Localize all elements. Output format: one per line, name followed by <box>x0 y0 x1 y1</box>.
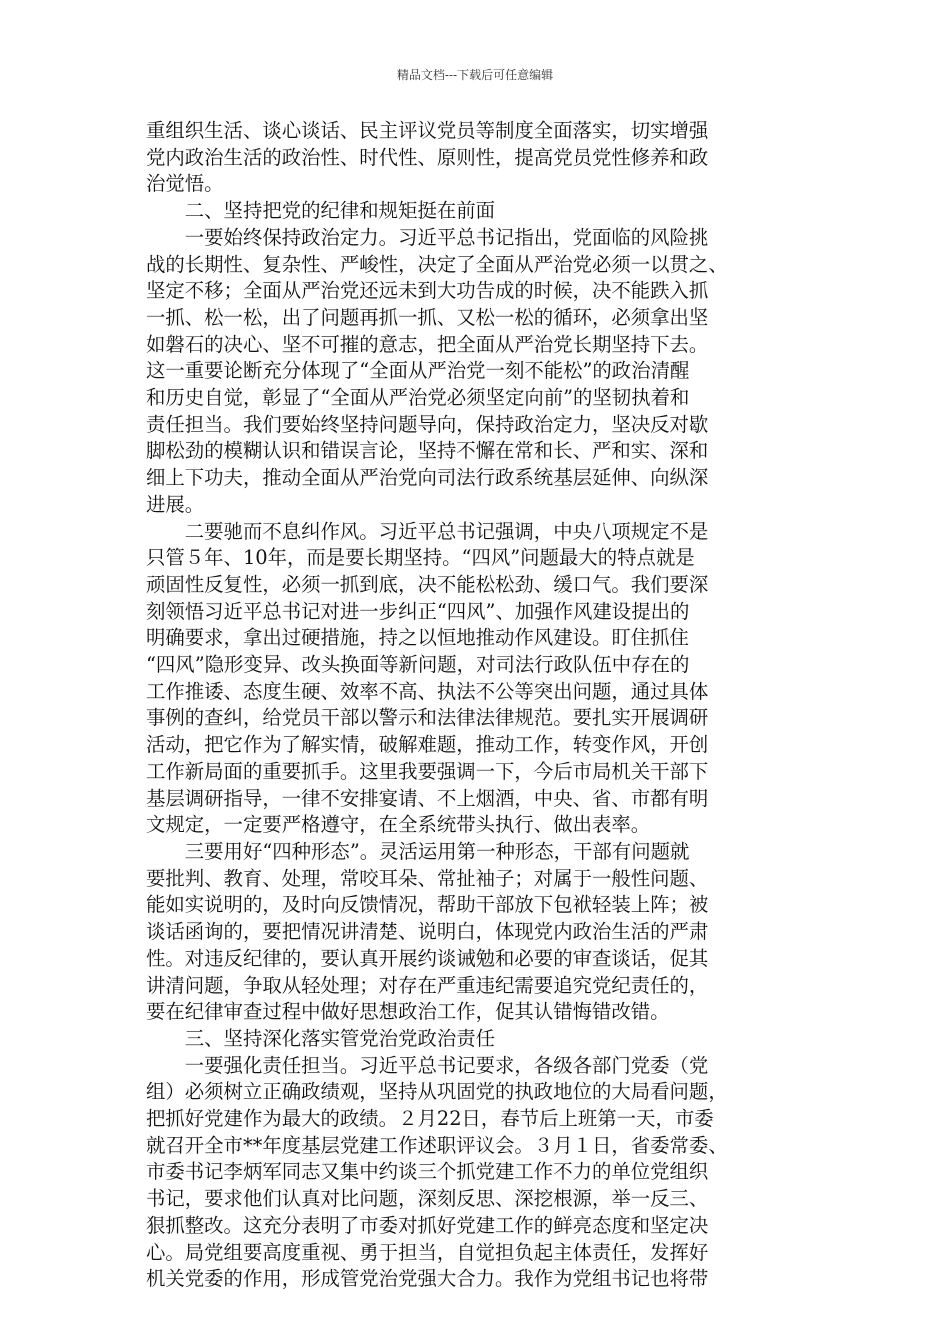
body-text-line: 要在纪律审查过程中做好思想政治工作，促其认错悔错改错。 <box>146 1000 670 1024</box>
body-text-line: 讲清问题，争取从轻处理；对存在严重违纪需要追究党纪责任的， <box>146 973 709 997</box>
body-text-line: 心。局党组要高度重视、勇于担当，自觉担负起主体责任，发挥好 <box>146 1240 709 1264</box>
body-text-line: 机关党委的作用，形成管党治党强大合力。我作为党组书记也将带 <box>146 1267 709 1291</box>
body-text-line: 市委书记李炳军同志又集中约谈三个抓党建工作不力的单位党组织 <box>146 1160 709 1184</box>
body-text-line: 谈话函询的，要把情况讲清楚、说明白，体现党内政治生活的严肃 <box>146 920 709 944</box>
body-text-line: 责任担当。我们要始终坚持问题导向，保持政治定力，坚决反对歇 <box>146 412 709 436</box>
body-text-line: 组）必须树立正确政绩观，坚持从巩固党的执政地位的大局看问题， <box>146 1080 728 1104</box>
body-text-line: 党内政治生活的政治性、时代性、原则性，提高党员党性修养和政 <box>146 145 709 169</box>
body-text-line: 二、坚持把党的纪律和规矩挺在前面 <box>146 199 496 223</box>
body-text-line: 一抓、松一松，出了问题再抓一抓、又松一松的循环，必须拿出坚 <box>146 305 709 329</box>
body-text-line: 重组织生活、谈心谈话、民主评议党员等制度全面落实，切实增强 <box>146 119 709 142</box>
body-text-line: 狠抓整改。这充分表明了市委对抓好党建工作的鲜亮态度和坚定决 <box>146 1213 709 1237</box>
body-text-line: 治觉悟。 <box>146 172 224 196</box>
body-text-line: 只管５年、10年，而是要长期坚持。“四风”问题最大的特点就是 <box>146 546 695 570</box>
body-text-line: 这一重要论断充分体现了“全面从严治党一刻不能松”的政治清醒 <box>146 359 690 383</box>
page-header: 精品文档---下载后可任意编辑 <box>396 68 554 82</box>
body-text-line: 事例的查纠，给党员干部以警示和法律法律规范。要扎实开展调研 <box>146 706 709 730</box>
body-text-line: 一要始终保持政治定力。习近平总书记指出，党面临的风险挑 <box>146 225 709 249</box>
body-text-line: 刻领悟习近平总书记对进一步纠正“四风”、加强作风建设提出的 <box>146 599 690 623</box>
body-text-line: 文规定，一定要严格遵守，在全系统带头执行、做出表率。 <box>146 813 651 837</box>
body-text-line: 三要用好“四种形态”。灵活运用第一种形态，干部有问题就 <box>146 839 690 863</box>
body-text-line: 顽固性反复性，必须一抓到底，决不能松松劲、缓口气。我们要深 <box>146 572 709 596</box>
body-text-line: 能如实说明的，及时向反馈情况，帮助干部放下包袱轻装上阵；被 <box>146 893 709 917</box>
body-text-line: 把抓好党建作为最大的政绩。２月22日，春节后上班第一天，市委 <box>146 1107 714 1131</box>
body-text-line: 细上下功夫，推动全面从严治党向司法行政系统基层延伸、向纵深 <box>146 466 709 490</box>
body-text-line: 二要驰而不息纠作风。习近平总书记强调，中央八项规定不是 <box>146 519 709 543</box>
body-text-line: 战的长期性、复杂性、严峻性，决定了全面从严治党必须一以贯之、 <box>146 252 728 276</box>
body-text-line: “四风”隐形变异、改头换面等新问题，对司法行政队伍中存在的 <box>146 653 690 677</box>
body-text-line: 书记，要求他们认真对比问题，深刻反思、深挖根源，举一反三、 <box>146 1187 709 1211</box>
body-text-line: 坚定不移；全面从严治党还远未到大功告成的时候，决不能跌入抓 <box>146 279 709 303</box>
body-text-line: 一要强化责任担当。习近平总书记要求，各级各部门党委（党 <box>146 1053 709 1077</box>
body-text-line: 性。对违反纪律的，要认真开展约谈诫勉和必要的审查谈话，促其 <box>146 946 709 970</box>
body-text-line: 明确要求，拿出过硬措施，持之以恒地推动作风建设。盯住抓住 <box>146 626 689 650</box>
body-text-line: 如磐石的决心、坚不可摧的意志，把全面从严治党长期坚持下去。 <box>146 332 709 356</box>
body-text-line: 活动，把它作为了解实情，破解难题，推动工作，转变作风，开创 <box>146 733 709 757</box>
body-text-line: 三、坚持深化落实管党治党政治责任 <box>146 1026 496 1050</box>
body-text-line: 和历史自觉，彰显了“全面从严治党必须坚定向前”的坚韧执着和 <box>146 386 690 410</box>
body-text-line: 工作新局面的重要抓手。这里我要强调一下，今后市局机关干部下 <box>146 759 709 783</box>
body-text-line: 进展。 <box>146 492 205 516</box>
body-text-line: 工作推诿、态度生硬、效率不高、执法不公等突出问题，通过具体 <box>146 679 709 703</box>
body-text-line: 就召开全市**年度基层党建工作述职评议会。３月１日，省委常委、 <box>146 1133 728 1157</box>
document-body <box>146 118 826 1293</box>
body-text-line: 要批判、教育、处理，常咬耳朵、常扯袖子；对属于一般性问题、 <box>146 866 709 890</box>
body-text-line: 基层调研指导，一律不安排宴请、不上烟酒，中央、省、市都有明 <box>146 786 709 810</box>
body-text-line: 脚松劲的模糊认识和错误言论，坚持不懈在常和长、严和实、深和 <box>146 439 709 463</box>
